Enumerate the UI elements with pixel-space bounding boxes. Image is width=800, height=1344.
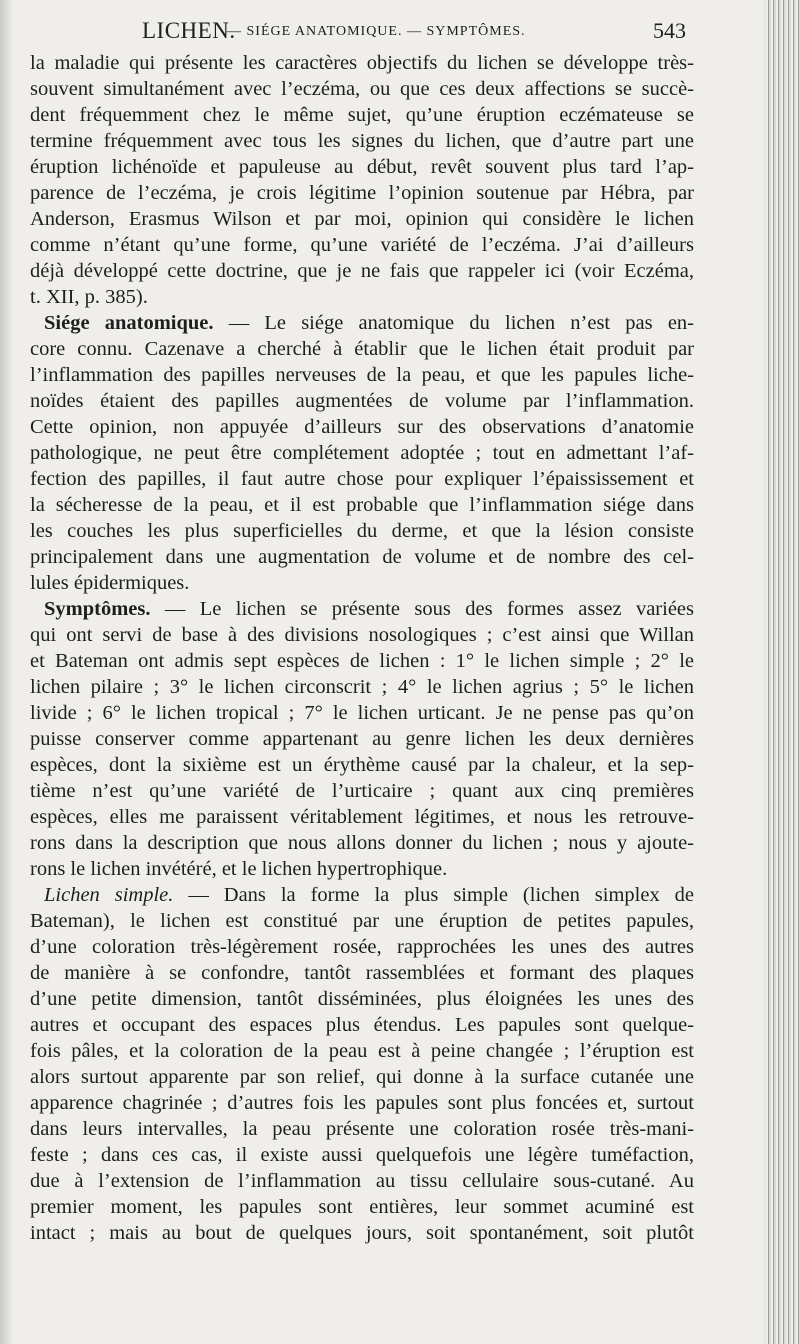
text-line: principalement dans une augmentation de volume et de nombre des cel-	[30, 546, 694, 568]
text-line: t. XII, p. 385).	[30, 286, 148, 308]
section-heading-symptomes: Symptômes.	[44, 598, 151, 620]
text-line: termine fréquemment avec tous les signes du lichen, que d’autre part une	[30, 130, 694, 152]
text-line: lules épidermiques.	[30, 572, 190, 594]
text-line: core connu. Cazenave a cherché à établir que le lichen était produit par	[30, 338, 694, 360]
running-title: LICHEN.	[142, 18, 236, 43]
text-line: comme n’étant qu’une forme, qu’une variété de l’eczéma. J’ai d’ailleurs	[30, 234, 694, 256]
text-line: espèces, dont la sixième est un érythème causé par la chaleur, et la sep-	[30, 754, 694, 776]
text-line: de manière à se confondre, tantôt rassemblées et formant des plaques	[30, 962, 694, 984]
text-line: la maladie qui présente les caractères objectifs du lichen se développe très-	[30, 52, 694, 74]
running-header	[30, 14, 690, 48]
text-line: espèces, elles me paraissent véritablement légitimes, et nous les retrouve-	[30, 806, 694, 828]
paragraph-intro	[30, 50, 694, 310]
text-line: pathologique, ne peut être complétement adoptée ; tout en admettant l’af-	[30, 442, 694, 464]
text-line: la sécheresse de la peau, et il est probable que l’inflammation siége dans	[30, 494, 694, 516]
text-line: Bateman), le lichen est constitué par une éruption de petites papules,	[30, 910, 694, 932]
paragraph-symptomes	[30, 596, 694, 882]
text-line: tième n’est qu’une variété de l’urticaire ; quant aux cinq premières	[30, 780, 694, 802]
paragraph-siege-anatomique	[30, 310, 694, 596]
text-line: fection des papilles, il faut autre chose pour expliquer l’épaississement et	[30, 468, 694, 490]
text-run: — Le lichen se présente sous des formes assez variées	[150, 598, 694, 620]
section-heading-lichen-simple: Lichen simple.	[44, 884, 174, 906]
text-line: Cette opinion, non appuyée d’ailleurs sur des observations d’anatomie	[30, 416, 694, 438]
text-line: Anderson, Erasmus Wilson et par moi, opinion qui considère le lichen	[30, 208, 694, 230]
paragraph-lichen-simple	[30, 882, 694, 1246]
text-line: livide ; 6° le lichen tropical ; 7° le lichen urticant. Je ne pense pas qu’on	[30, 702, 694, 724]
page-edges	[766, 0, 800, 1344]
text-line: intact ; mais au bout de quelques jours, soit spontanément, soit plutôt	[30, 1222, 694, 1244]
text-line: autres et occupant des espaces plus étendus. Les papules sont quelque-	[30, 1014, 694, 1036]
text-line: lichen pilaire ; 3° le lichen circonscrit ; 4° le lichen agrius ; 5° le lichen	[30, 676, 694, 698]
text-run: — Dans la forme la plus simple (lichen simplex de	[173, 884, 694, 906]
text-line: les couches les plus superficielles du derme, et que la lésion consiste	[30, 520, 694, 542]
text-line-with-heading	[30, 310, 694, 336]
text-line: l’inflammation des papilles nerveuses de la peau, et que les papules liche-	[30, 364, 694, 386]
text-line: noïdes étaient des papilles augmentées de volume par l’inflammation.	[30, 390, 694, 412]
text-line: d’une petite dimension, tantôt disséminées, plus éloignées les unes des	[30, 988, 694, 1010]
text-line-with-heading	[30, 596, 694, 622]
text-run: — Le siége anatomique du lichen n’est pas en-	[213, 312, 694, 334]
text-line: feste ; dans ces cas, il existe aussi quelquefois une légère tuméfaction,	[30, 1144, 694, 1166]
text-line: rons dans la description que nous allons donner du lichen ; nous y ajoute-	[30, 832, 694, 854]
text-line: rons le lichen invétéré, et le lichen hypertrophique.	[30, 858, 448, 880]
binding-gutter	[0, 0, 14, 1344]
text-line-with-heading	[30, 882, 694, 908]
text-line: souvent simultanément avec l’eczéma, ou que ces deux affections se succè-	[30, 78, 694, 100]
text-line: dans leurs intervalles, la peau présente une coloration rosée très-mani-	[30, 1118, 694, 1140]
text-line: parence de l’eczéma, je crois légitime l’opinion soutenue par Hébra, par	[30, 182, 694, 204]
text-line: dent fréquemment chez le même sujet, qu’une éruption eczémateuse se	[30, 104, 694, 126]
body-text	[30, 50, 694, 1246]
text-line: premier moment, les papules sont entières, leur sommet acuminé est	[30, 1196, 694, 1218]
page-number: 543	[653, 18, 686, 43]
text-line: déjà développé cette doctrine, que je ne fais que rappeler ici (voir Eczéma,	[30, 260, 694, 282]
text-line: qui ont servi de base à des divisions nosologiques ; c’est ainsi que Willan	[30, 624, 694, 646]
text-line: apparence chagrinée ; d’autres fois les papules sont plus foncées et, surtout	[30, 1092, 694, 1114]
text-line: fois pâles, et la coloration de la peau est à peine changée ; l’éruption est	[30, 1040, 694, 1062]
text-line: puisse conserver comme appartenant au genre lichen les deux dernières	[30, 728, 694, 750]
text-line: d’une coloration très-légèrement rosée, rapprochées les unes des autres	[30, 936, 694, 958]
section-heading-siege: Siége anatomique.	[44, 312, 214, 334]
text-line: et Bateman ont admis sept espèces de lichen : 1° le lichen simple ; 2° le	[30, 650, 694, 672]
text-line: éruption lichénoïde et papuleuse au début, revêt souvent plus tard l’ap-	[30, 156, 694, 178]
running-section: — SIÉGE ANATOMIQUE. — SYMPTÔMES.	[227, 24, 526, 39]
text-line: due à l’extension de l’inflammation au tissu cellulaire sous-cutané. Au	[30, 1170, 694, 1192]
text-line: alors surtout apparente par son relief, qui donne à la surface cutanée une	[30, 1066, 694, 1088]
